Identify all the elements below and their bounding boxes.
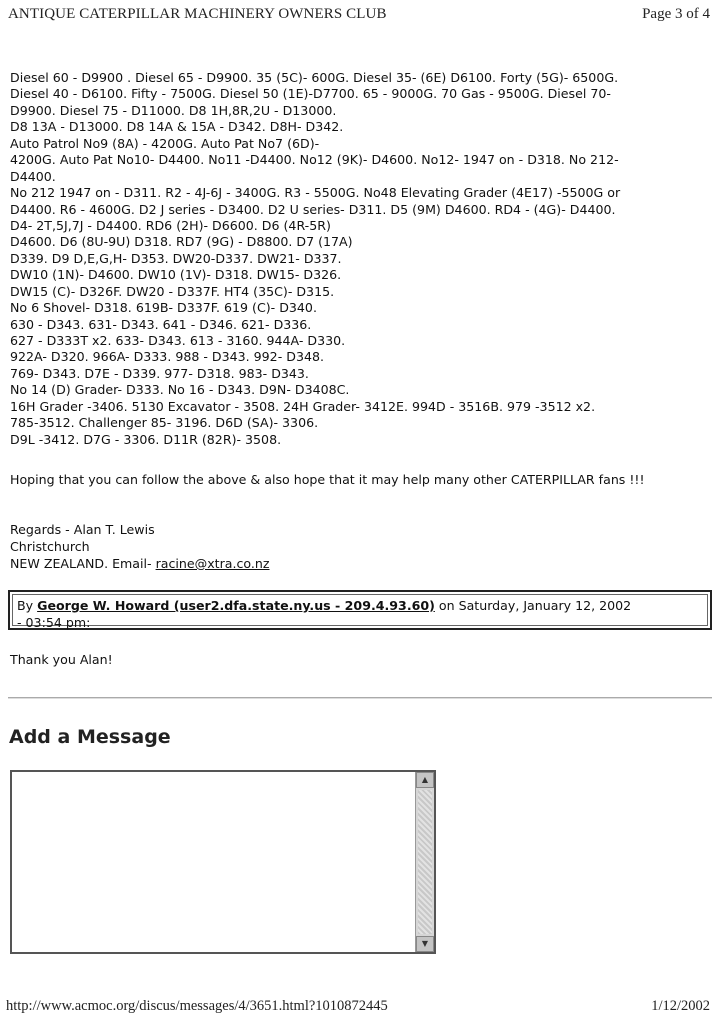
post-time: - 03:54 pm: <box>17 615 91 630</box>
signature <box>10 521 270 572</box>
scroll-up-icon[interactable]: ▲ <box>416 772 434 788</box>
add-message-title: Add a Message <box>9 726 171 748</box>
message-line: Diesel 40 - D6100. Fifty - 7500G. Diesel 50 (1E)-D7700. 65 - 9000G. 70 Gas - 9500G. Diesel 70- <box>10 86 611 102</box>
message-line: No 212 1947 on - D311. R2 - 4J-6J - 3400G. R3 - 5500G. No48 Elevating Grader (4E17) -5500G or <box>10 185 621 201</box>
author-link[interactable]: George W. Howard (user2.dfa.state.ny.us - 209.4.93.60) <box>37 598 435 613</box>
message-line: D4- 2T,5J,7J - D4400. RD6 (2H)- D6600. D6 (4R-5R) <box>10 217 331 233</box>
message-body <box>10 70 714 448</box>
signature-country <box>10 555 270 572</box>
divider <box>8 697 712 699</box>
message-line: DW15 (C)- D326F. DW20 - D337F. HT4 (35C)- D315. <box>10 283 335 299</box>
scroll-track[interactable] <box>418 790 432 934</box>
message-line: D4400. R6 - 4600G. D2 J series - D3400. D2 U series- D311. D5 (9M) D4600. RD4 - (4G)- D4400. <box>10 201 616 217</box>
message-line: D9900. Diesel 75 - D11000. D8 1H,8R,2U - D13000. <box>10 102 337 118</box>
closing-text: Hoping that you can follow the above & also hope that it may help many other CATERPILLAR fans !!! <box>10 472 645 487</box>
message-line: Diesel 60 - D9900 . Diesel 65 - D9900. 35 (5C)- 600G. Diesel 35- (6E) D6100. Forty (5G)- 6500G. <box>10 70 619 85</box>
message-line: 785-3512. Challenger 85- 3196. D6D (SA)- 3306. <box>10 415 319 431</box>
scroll-down-icon[interactable]: ▼ <box>416 936 434 952</box>
message-line: Auto Patrol No9 (8A) - 4200G. Auto Pat No7 (6D)- <box>10 135 320 151</box>
message-line: D8 13A - D13000. D8 14A & 15A - D342. D8H- D342. <box>10 119 344 135</box>
print-footer <box>6 998 710 1020</box>
message-line: D4600. D6 (8U-9U) D318. RD7 (9G) - D8800. D7 (17A) <box>10 234 353 250</box>
message-line: 922A- D320. 966A- D333. 988 - D343. 992- D348. <box>10 349 324 365</box>
message-line: 16H Grader -3406. 5130 Excavator - 3508. 24H Grader- 3412E. 994D - 3516B. 979 -3512 x2. <box>10 398 596 414</box>
message-line: 4200G. Auto Pat No10- D4400. No11 -D4400. No12 (9K)- D4600. No12- 1947 on - D318. No 212- <box>10 152 619 168</box>
signature-city: Christchurch <box>10 539 90 554</box>
post-header <box>8 590 712 630</box>
message-textarea[interactable] <box>12 772 416 952</box>
message-line: D9L -3412. D7G - 3306. D11R (82R)- 3508. <box>10 431 282 447</box>
signature-regards: Regards - Alan T. Lewis <box>10 522 155 537</box>
message-line: D4400. <box>10 168 56 184</box>
message-line: No 14 (D) Grader- D333. No 16 - D343. D9N- D3408C. <box>10 382 350 398</box>
email-link[interactable]: racine@xtra.co.nz <box>155 556 270 571</box>
print-header <box>8 6 710 28</box>
site-title: ANTIQUE CATERPILLAR MACHINERY OWNERS CLUB <box>8 6 387 22</box>
textarea-scrollbar[interactable] <box>415 772 434 952</box>
message-line: No 6 Shovel- D318. 619B- D337F. 619 (C)- D340. <box>10 300 317 316</box>
message-line: 630 - D343. 631- D343. 641 - D346. 621- D336. <box>10 316 312 332</box>
message-line: 627 - D333T x2. 633- D343. 613 - 3160. 944A- D330. <box>10 333 346 348</box>
post-header-inner <box>12 594 708 630</box>
message-line: DW10 (1N)- D4600. DW10 (1V)- D318. DW15- D326. <box>10 267 342 283</box>
message-textarea-box <box>10 770 436 954</box>
message-line: 769- D343. D7E - D339. 977- D318. 983- D343. <box>10 365 309 381</box>
signature-country-label: NEW ZEALAND. Email- <box>10 556 156 571</box>
message-line: D339. D9 D,E,G,H- D353. DW20-D337. DW21- D337. <box>10 250 342 266</box>
post-date: on Saturday, January 12, 2002 <box>434 598 632 613</box>
post-by-label: By <box>17 598 38 613</box>
print-date: 1/12/2002 <box>651 998 710 1014</box>
reply-text: Thank you Alan! <box>10 652 113 667</box>
page-indicator: Page 3 of 4 <box>642 6 710 22</box>
page-url: http://www.acmoc.org/discus/messages/4/3651.html?1010872445 <box>6 998 388 1014</box>
